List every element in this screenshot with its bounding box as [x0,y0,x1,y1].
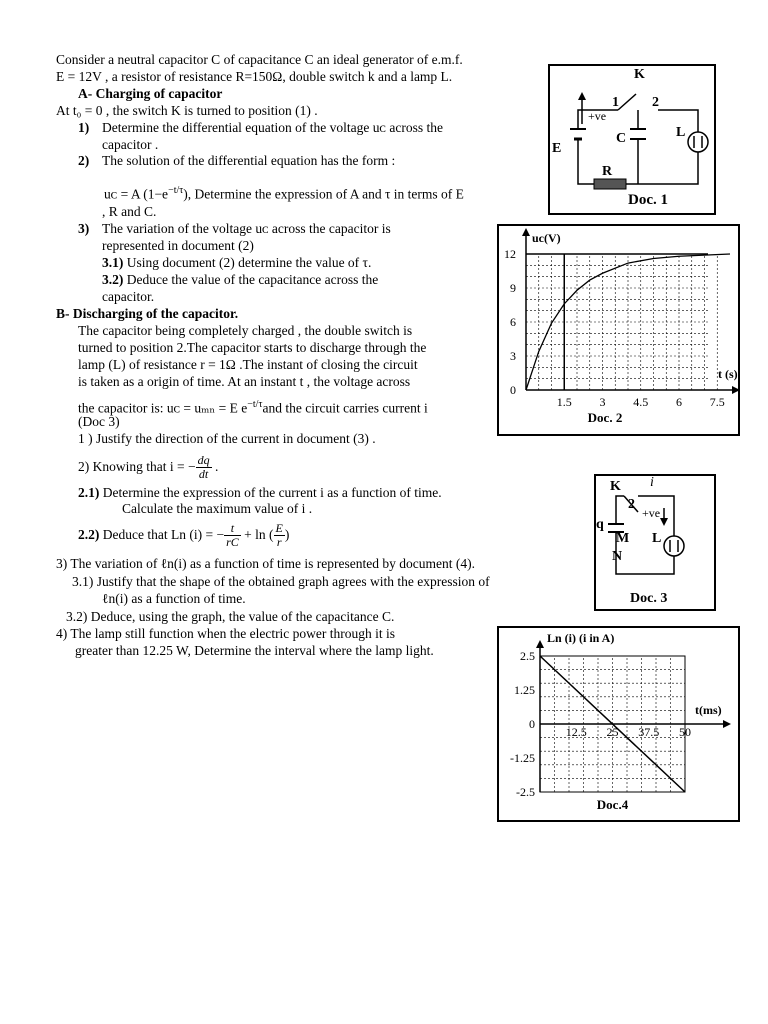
a-q32-text: Deduce the value of the capacitance across the [123,272,379,287]
doc3-label-i: i [650,475,654,490]
doc1-label-E: E [552,141,562,156]
doc2-x-tick-label: 3 [599,395,606,409]
doc2-y-tick-label: 12 [504,247,516,261]
a-q32-number: 3.2) [102,272,124,287]
doc3-label-q: q [596,517,604,532]
b-paragraph-6: (Doc 3) [78,414,120,429]
b-q2-start: 2) Knowing that i = − [78,459,196,474]
a-q2-formula [104,183,464,203]
doc4-x-tick-label: 25 [606,725,619,739]
a-q2-exponent: −t/τ [168,185,184,196]
doc2-x-tick-label: 1.5 [556,395,572,409]
b-q2-end: . [211,459,219,474]
doc3-label-ve: +ve [642,506,661,520]
b-q21-number: 2.1) [78,485,100,500]
b-paragraph-4: is taken as a origin of time. At an instant t , the voltage across [78,374,411,389]
doc1-caption: Doc. 1 [628,192,668,208]
doc1-label-ve: +ve [588,109,607,123]
doc1-capacitor-plates [630,129,646,139]
doc1-label-pos1: 1 [612,95,619,110]
doc3-label-N: N [612,549,623,564]
doc1-label-L: L [676,125,686,140]
b-q22-frac1-denominator: rC [226,535,239,550]
b-q22-fraction-2 [274,522,285,549]
b-q22-frac2-numerator: E [275,521,283,536]
doc3-wire-top-left [616,496,624,524]
doc2-y-tick-label: 9 [510,281,516,295]
intro-line-1: Consider a neutral capacitor C of capacitance C an ideal generator of e.m.f. [56,52,463,67]
doc1-label-K: K [634,67,645,82]
part-b-title: B- Discharging of the capacitor. [56,306,239,321]
b-q31: 3.1) Justify that the shape of the obtained graph agrees with the expression of [72,574,490,589]
doc1-wire-left [578,139,594,184]
doc2-x-tick-label: 7.5 [709,395,725,409]
b-q1: 1 ) Justify the direction of the current in document (3) . [78,431,376,446]
b-q3: 3) The variation of ℓn(i) as a function of time is represented by document (4). [56,556,475,571]
a-q2-number: 2) [78,153,90,168]
part-a-title: A- Charging of capacitor [78,86,223,101]
b-q22-middle: + ln ( [240,527,274,542]
doc3-label-M: M [616,531,630,546]
doc4-x-axis-arrow [723,720,731,728]
doc4-x-tick-label: 12.5 [565,725,587,739]
b-q32: 3.2) Deduce, using the graph, the value of the capacitance C. [66,609,395,624]
b-paragraph-2: turned to position 2.The capacitor starts to discharge through the [78,340,427,355]
doc4-caption: Doc.4 [596,797,629,812]
doc4-y-axis-arrow [536,640,544,648]
doc4-y-tick-label: 0 [529,717,535,731]
doc1-lamp-filament [694,136,702,148]
doc1-lamp [688,132,708,152]
b-q2-denominator: dt [198,467,209,482]
b-q4: 4) The lamp still function when the electric power through it is [56,626,396,641]
b-q4-line-2: greater than 12.25 W, Determine the interval where the lamp light. [75,643,434,658]
doc3-current-arrow-head [660,518,668,526]
b-q2 [78,450,218,484]
doc3-lamp [664,536,684,556]
b-paragraph-1: The capacitor being completely charged , the double switch is [78,323,413,338]
doc4-x-tick-label: 50 [679,725,691,739]
b-q22 [78,517,289,553]
b-q2-numerator: dq [197,453,210,468]
doc4-chart [497,626,740,822]
a-q3-line-1: The variation of the voltage uᴄ across the capacitor is [102,221,391,236]
doc2-x-tick-label: 4.5 [633,395,649,409]
doc2-caption: Doc. 2 [587,410,623,425]
doc3-circuit [594,474,716,611]
doc2-y-axis-label: uc(V) [532,231,561,245]
doc2-y-axis-arrow [522,228,530,236]
doc1-circuit [548,64,716,215]
doc3-caption: Doc. 3 [630,591,668,606]
a-q1-number: 1) [78,120,90,135]
a-q1-line-2: capacitor . [102,137,159,152]
doc3-label-pos2: 2 [628,497,635,512]
a-q31-text: Using document (2) determine the value of τ. [123,255,372,270]
doc4-y-tick-label: -2.5 [516,785,535,799]
doc2-x-axis-arrow [732,386,740,394]
doc1-current-arrow-head [578,92,586,100]
doc4-x-tick-label: 37.5 [638,725,660,739]
b-q21-line-2: Calculate the maximum value of i . [122,501,313,516]
doc3-label-K: K [610,479,621,494]
b-q22-end: ) [284,527,290,542]
doc4-y-axis-label: Ln (i) (i in A) [547,631,615,645]
b-q22-number: 2.2) [78,527,100,542]
doc1-switch-blade [618,94,636,110]
doc2-x-tick-label: 6 [676,395,682,409]
doc2-y-tick-label: 6 [510,315,516,329]
doc4-y-tick-label: 2.5 [520,649,535,663]
a-q32-line-2: capacitor. [102,289,155,304]
b-paragraph-5 [78,397,428,417]
doc1-resistor [594,179,626,189]
doc1-wire-bottom [626,152,698,184]
intro-line-2: E = 12V , a resistor of resistance R=150Ω, double switch k and a lamp L. [56,69,453,84]
b-p5-exponent: −t/τ [247,399,263,410]
a-q32 [102,272,378,288]
a-q2-line-1: The solution of the differential equation has the form : [102,153,396,168]
b-q22-frac1-numerator: t [224,522,241,536]
a-q2-line-3: , R and C. [102,204,157,219]
b-p5-start: the capacitor is: uᴄ = uₘₙ = E e [78,400,248,416]
doc4-y-tick-label: 1.25 [514,683,535,697]
a-q3-line-2: represented in document (2) [102,238,254,253]
b-q21 [78,485,442,501]
doc2-x-axis-label: t (s) [718,367,738,381]
doc2-y-tick-label: 3 [510,349,516,363]
b-q22-frac2-denominator: r [276,535,282,550]
doc2-chart [497,224,740,436]
a-q2-formula-end: ), Determine the expression of A and τ in terms of E [183,186,464,202]
a-q31-number: 3.1) [102,255,124,270]
b-q2-fraction [196,454,212,481]
doc3-label-L: L [652,531,662,546]
b-q22-fraction-1 [224,522,241,549]
a-q1-line-1: Determine the differential equation of the voltage uᴄ across the [102,120,443,135]
part-a-at-t0: At t₀ = 0 , the switch K is turned to position (1) . [56,103,318,118]
b-paragraph-3: lamp (L) of resistance r = 1Ω .The instant of closing the circuit [78,357,418,372]
doc4-y-tick-label: -1.25 [510,751,535,765]
a-q31 [102,255,371,271]
doc1-label-R: R [602,164,613,179]
doc1-label-pos2: 2 [652,95,659,110]
a-q2-formula-start: uᴄ = A (1−e [104,186,169,202]
doc1-label-C: C [616,131,627,146]
b-q22-start: Deduce that Ln (i) = − [99,527,225,542]
b-p5-end: and the circuit carries current i [262,400,428,416]
doc3-lamp-filament [670,540,678,552]
a-q3-number: 3) [78,221,90,236]
doc4-x-axis-label: t(ms) [695,703,722,717]
b-q31-line-2: ℓn(i) as a function of time. [102,591,246,606]
b-q21-text: Determine the expression of the current i as a function of time. [99,485,442,500]
doc2-y-tick-label: 0 [510,383,516,397]
